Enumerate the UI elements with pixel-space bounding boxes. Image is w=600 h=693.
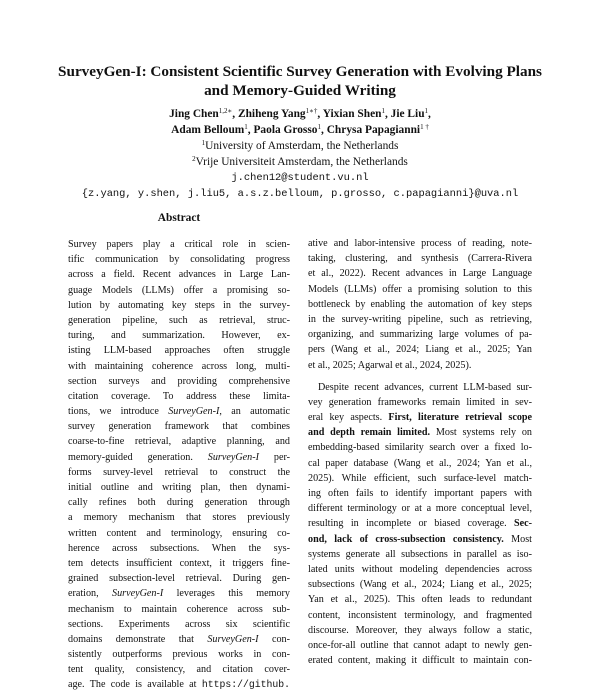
text-line: mechanism to maintain coherence across sub- (68, 603, 290, 615)
author-name: Jie Liu (390, 108, 425, 120)
text-line: et al., 2025; Agarwal et al., 2024, 2025). (308, 359, 472, 371)
affiliation-1 (40, 138, 560, 154)
author-name: Yixian Shen (322, 108, 382, 120)
text-line: sections. Experiments across six scientific (68, 618, 290, 630)
text-line: eration, SurveyGen-I leverages this memory (68, 588, 290, 600)
text-line: resulting in incomplete or biased coverage. Sec- (308, 518, 532, 530)
text-line: a memory mechanism that stores previously (68, 512, 290, 524)
affiliation-2 (40, 154, 560, 170)
text-line: cally refines both during generation through (68, 497, 290, 509)
body-paragraph-1 (308, 236, 532, 380)
author-sup: 1,2∗ (218, 107, 233, 115)
text-line: ative and labor-intensive process of reading, note- (308, 238, 532, 249)
email-line-2: {z.yang, y.shen, j.liu5, a.s.z.belloum, p.grosso, c.papagianni}@uva.nl (81, 188, 519, 200)
text-line: survey generation framework that combines (68, 421, 290, 433)
text-line: erated content, making it difficult to maintain con- (308, 655, 532, 667)
text-line: herence across subsections. When the sys- (68, 542, 290, 554)
title-line-1: SurveyGen-I: Consistent Scientific Survey Generation with Evolving Plans (58, 63, 542, 80)
text-line: tions, we introduce SurveyGen-I, an automatic (68, 406, 291, 418)
text-line: generation pipeline, such as retrieval, struc- (68, 314, 290, 326)
text-line: guage Models (LLMs) offer a promising so- (68, 284, 290, 296)
text-line: isting LLM-based approaches often struggle (68, 345, 290, 357)
text-line: cal paper database (Wang et al., 2024; Yan et al., (308, 457, 532, 469)
author-name: Zhiheng Yang (238, 108, 306, 120)
text-line: discourse. Moreover, they always follow a static, (308, 624, 532, 636)
text-line: content, inconsistent terminology, and fragmented (308, 609, 532, 621)
text-line: eral key aspects. First, literature retrieval scope (308, 412, 533, 424)
text-line: age. The code is available at https://github. (68, 679, 290, 691)
author-name: Paola Grosso (253, 124, 318, 136)
text-line: tent quality, consistency, and citation cover- (68, 664, 290, 676)
author-row-2: Adam Belloum$^1$, Paola Grosso$^1$, Chrysa Papagianni$^{1 \dagger}$ (171, 123, 429, 136)
text-line: et al., 2022). Recent advances in Large Language (308, 268, 532, 280)
text-line: grained subsection-level retrieval. During gen- (68, 573, 290, 585)
text-line: tem detects insufficient context, it triggers fine- (68, 557, 290, 569)
text-line: and depth remain limited. Most systems rely on (308, 427, 532, 439)
text-line: embedding-based similarity search over a fixed lo- (308, 442, 532, 454)
text-line: initial outline and writing plan, then dynami- (68, 482, 290, 493)
abstract-column (68, 211, 290, 693)
text-line: in the survey-writing pipeline, such as retrieving, (308, 313, 532, 325)
text-line: bottleneck by enabling the automation of key steps (308, 298, 532, 310)
author-sup: 1 (381, 107, 385, 115)
text-line: vey generation frameworks remain limited in sev- (308, 396, 532, 408)
text-line: turing, and summarization. However, ex- (68, 330, 290, 342)
author-sup: 1 (424, 107, 429, 115)
author-block (40, 106, 560, 202)
body-column (308, 236, 532, 668)
text-line: written content and terminology, ensuring co- (68, 527, 290, 539)
author-row-1: Jing Chen$^{1,2∗}$, Zhiheng Yang$^{1∗\dagger}$, Yixian Shen$^1$, Jie Liu$^1$, (169, 107, 431, 120)
abstract-body (68, 237, 290, 693)
author-sup: 1∗† (305, 107, 318, 115)
text-line: Yan et al., 2025). This often leads to redundant (308, 594, 532, 606)
author-name: Chrysa Papagianni (326, 124, 421, 136)
email-line-1: j.chen12@student.vu.nl (231, 172, 369, 184)
text-line: systems generate all subsections in parallel as iso- (308, 548, 532, 560)
body-paragraph-2 (308, 380, 532, 669)
text-line: lated units without modeling dependencies across (308, 563, 532, 575)
text-line: Survey papers play a critical role in scien- (68, 239, 290, 250)
author-sup: 1 (244, 123, 248, 131)
text-line: organizing, and summarizing large volumes of pa- (308, 329, 532, 341)
author-sup: 1 † (420, 123, 429, 131)
affiliation-text: Vrije Universiteit Amsterdam, the Netherlands (195, 156, 408, 168)
text-line: with maintaining coherence across long, multi- (68, 360, 290, 372)
text-line: Models (LLMs) offer a promising solution to this (308, 283, 532, 295)
text-line: ond, lack of cross-subsection consistency. Most (308, 533, 532, 545)
text-line: tific communication by consolidating progress (68, 254, 290, 266)
author-name: Jing Chen (169, 108, 219, 120)
text-line: Despite recent advances, current LLM-based sur- (318, 381, 532, 393)
affiliation-sup: 2 (192, 155, 196, 163)
text-line: coarse-to-fine retrieval, adaptive planning, and (68, 436, 290, 448)
text-line: lution by automating key steps in the survey- (68, 299, 290, 311)
text-line: sistently outperforms previous works in con- (68, 649, 290, 661)
text-line: pers (Wang et al., 2024; Liang et al., 2025; Yan (308, 344, 532, 356)
text-line: different terminology or at a more conceptual level, (308, 503, 532, 515)
text-line: 2025). While efficient, such surface-level match- (308, 472, 532, 484)
text-line: domains demonstrate that SurveyGen-I con- (68, 633, 290, 645)
author-sup: 1 (317, 123, 321, 131)
text-line: once-for-all outline that cannot adapt to newly gen- (308, 639, 532, 651)
affiliation-sup: 1 (201, 139, 206, 147)
text-line: across a field. Recent advances in Large Lan- (68, 269, 290, 281)
text-line: ing often fails to identify important papers with (308, 488, 532, 499)
text-line: taking, clustering, and synthesis (Carrera-Rivera (308, 253, 532, 265)
text-line: forms survey-level retrieval to construct the (68, 466, 290, 478)
text-line: subsections (Wang et al., 2024; Liang et al., 2025; (308, 579, 532, 591)
author-name: Adam Belloum (171, 124, 245, 136)
text-line: memory-guided generation. SurveyGen-I per- (68, 451, 290, 463)
abstract-heading: Abstract (157, 212, 201, 224)
text-line: citation coverage. To address these limita- (68, 390, 290, 402)
affiliation-text: University of Amsterdam, the Netherlands (205, 140, 399, 152)
paper-title (40, 62, 560, 100)
text-line: section surveys and providing comprehensive (68, 375, 290, 387)
title-line-2: and Memory-Guided Writing (204, 82, 396, 99)
